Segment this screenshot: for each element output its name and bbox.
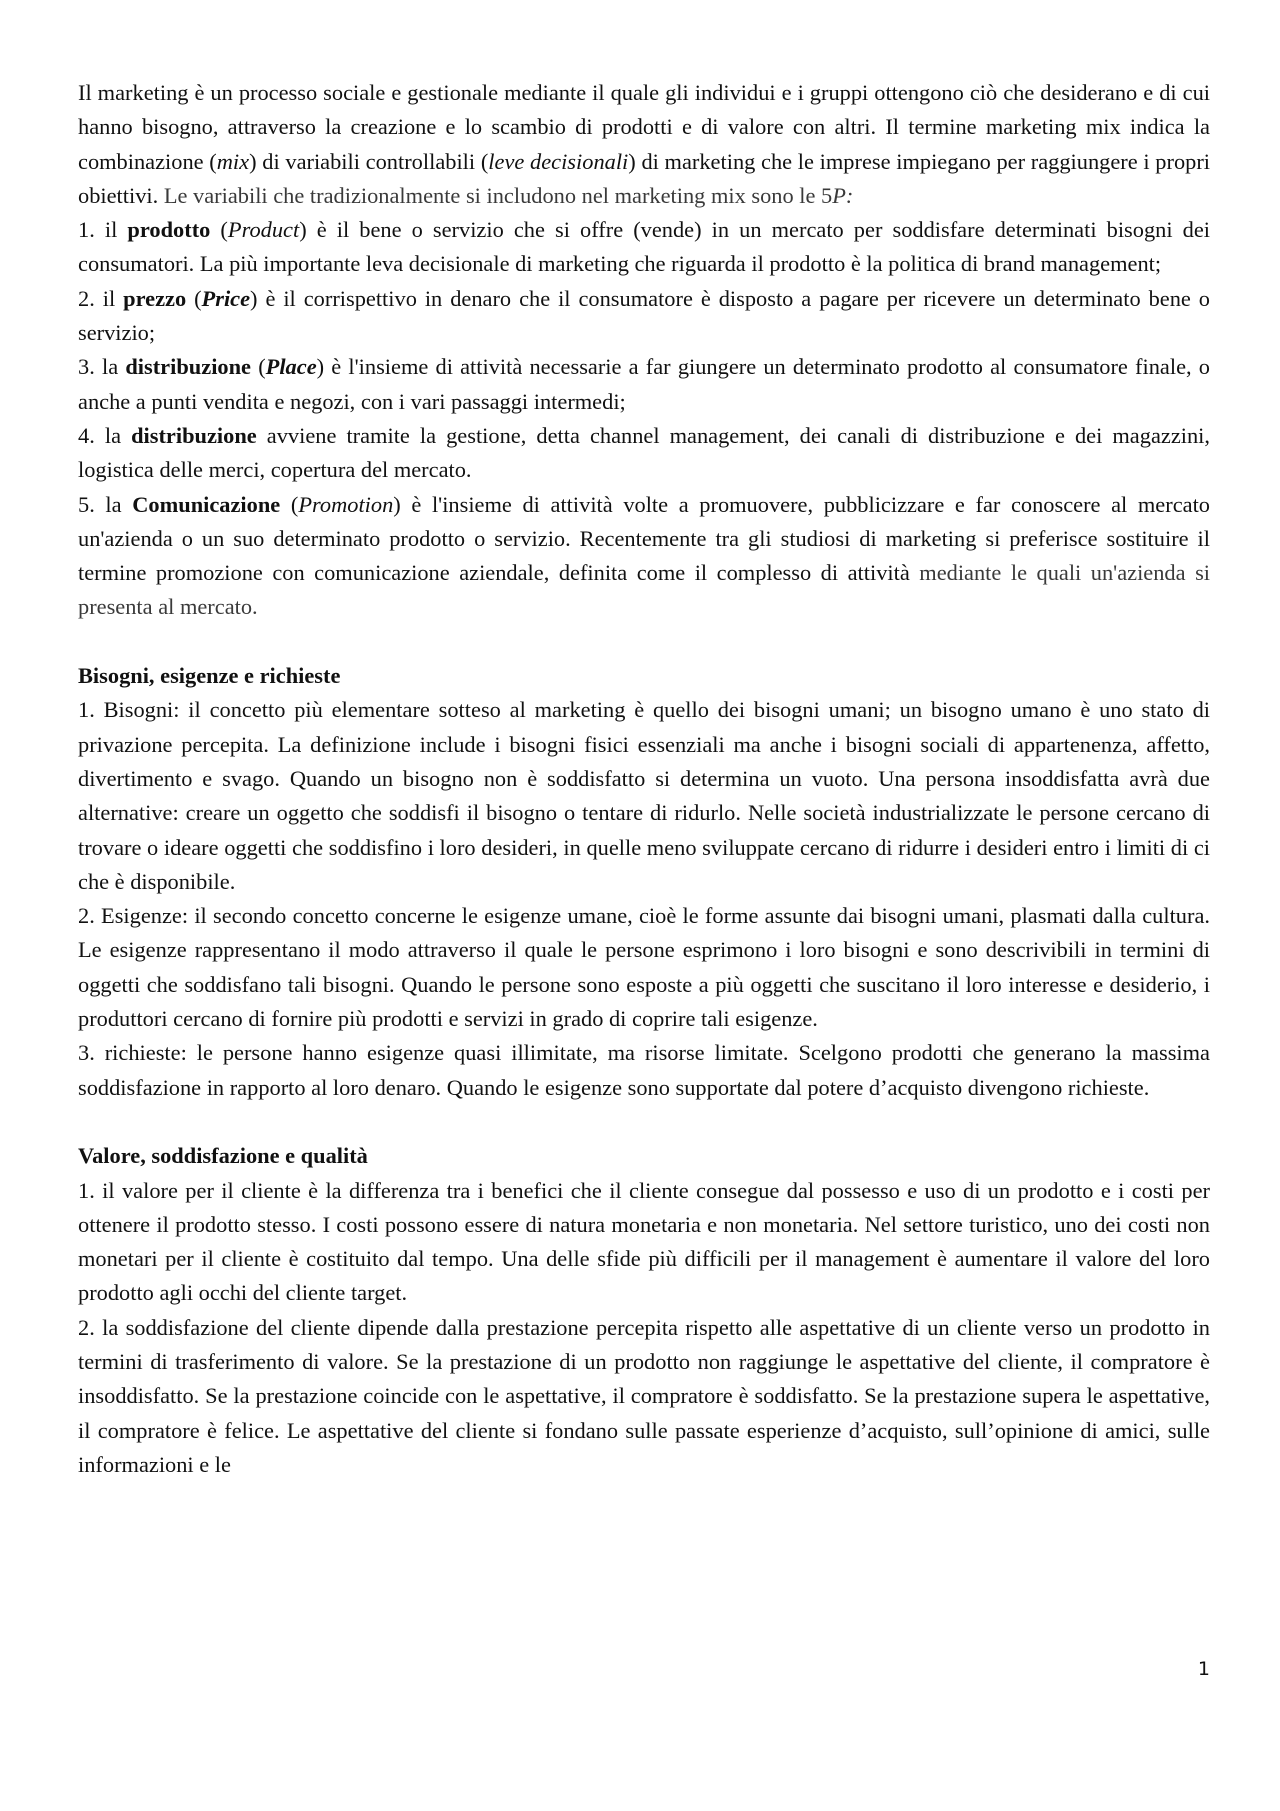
page-number: 1 [1197,1658,1210,1680]
paragraph-spacer [78,625,1210,659]
section-heading: Valore, soddisfazione e qualità [78,1143,368,1169]
body-paragraph: 1. Bisogni: il concetto più elementare sotteso al marketing è quello dei bisogni umani; un bisogno umano è uno stato di privazione percepita. La definizione include i bisogni fisici essenziali ma anche i bisogni sociali di appartenenza, affetto, divertimento e svago. Quando un bisogno non è soddisfatto si determina un vuoto. Una persona insoddisfatta avrà due alternative: creare un oggetto che soddisfi il bisogno o tentare di ridurlo. Nelle società industrializzate le persone cercano di trovare o ideare oggetti che soddisfino i loro desideri, in quelle meno sviluppate cercano di ridurre i desideri entro i limiti di ci che è disponibile. [78,697,1210,894]
body-paragraph: 2. Esigenze: il secondo concetto concerne le esigenze umane, cioè le forme assunte dai bisogni umani, plasmati dalla cultura. Le esigenze rappresentano il modo attraverso il quale le persone esprimono i loro bisogni e sono descrivibili in termini di oggetti che soddisfano tali bisogni. Quando le persone sono esposte a più oggetti che suscitano il loro interesse e desiderio, i produttori cercano di fornire più prodotti e servizi in grado di coprire tali esigenze. [78,903,1210,1032]
body-paragraph: 3. richieste: le persone hanno esigenze quasi illimitate, ma risorse limitate. Scelgono prodotti che generano la massima soddisfazione in rapporto al loro denaro. Quando le esigenze sono supportate dal potere d’acquisto divengono richieste. [78,1040,1210,1100]
list-item: 2. il prezzo (Price) è il corrispettivo in denaro che il consumatore è disposto a pagare per ricevere un determinato bene o servizio; [78,285,1210,346]
list-item: 3. la distribuzione (Place) è l'insieme di attività necessarie a far giungere un determinato prodotto al consumatore finale, o anche a punti vendita e negozi, con i vari passaggi intermedi; [78,354,1210,414]
body-paragraph: 2. la soddisfazione del cliente dipende dalla prestazione percepita rispetto alle aspettative di un cliente verso un prodotto in termini di trasferimento di valore. Se la prestazione di un prodotto non raggiunge le aspettative del cliente, il compratore è insoddisfatto. Se la prestazione coincide con le aspettative, il compratore è soddisfatto. Se la prestazione supera le aspettative, il compratore è felice. Le aspettative del cliente si fondano sulle passate esperienze d’acquisto, sull’opinione di amici, sulle informazioni e le [78,1314,1210,1477]
list-item: 5. la Comunicazione (Promotion) è l'insieme di attività volte a promuovere, pubblicizzare e far conoscere al mercato un'azienda o un suo determinato prodotto o servizio. Recentemente tra gli studiosi di marketing si preferisce sostituire il termine promozione con comunicazione aziendale, definita come il complesso di attività mediante le quali un'azienda si presenta al mercato. [78,491,1211,620]
list-item: 1. il prodotto (Product) è il bene o servizio che si offre (vende) in un mercato per soddisfare determinati bisogni dei consumatori. La più importante leva decisionale di marketing che riguarda il prodotto è la politica di brand management; [78,217,1210,277]
document-page [78,76,1210,1482]
section-heading: Bisogni, esigenze e richieste [78,663,341,689]
intro-paragraph: Il marketing è un processo sociale e gestionale mediante il quale gli individui e i gruppi ottengono ciò che desiderano e di cui hanno bisogno, attraverso la creazione e lo scambio di prodotti e di valore con altri. Il termine marketing mix indica la combinazione (mix) di variabili controllabili (leve decisionali) di marketing che le imprese impiegano per raggiungere i propri obiettivi. Le variabili che tradizionalmente si includono nel marketing mix sono le 5P: [78,80,1211,208]
paragraph-spacer [78,1105,1210,1139]
list-item: 4. la distribuzione avviene tramite la gestione, detta channel management, dei canali di distribuzione e dei magazzini, logistica delle merci, copertura del mercato. [78,422,1210,483]
body-paragraph: 1. il valore per il cliente è la differenza tra i benefici che il cliente consegue dal possesso e uso di un prodotto e i costi per ottenere il prodotto stesso. I costi possono essere di natura monetaria e non monetaria. Nel settore turistico, uno dei costi non monetari per il cliente è costituito dal tempo. Una delle sfide più difficili per il management è aumentare il valore del loro prodotto agli occhi del cliente target. [78,1177,1210,1306]
